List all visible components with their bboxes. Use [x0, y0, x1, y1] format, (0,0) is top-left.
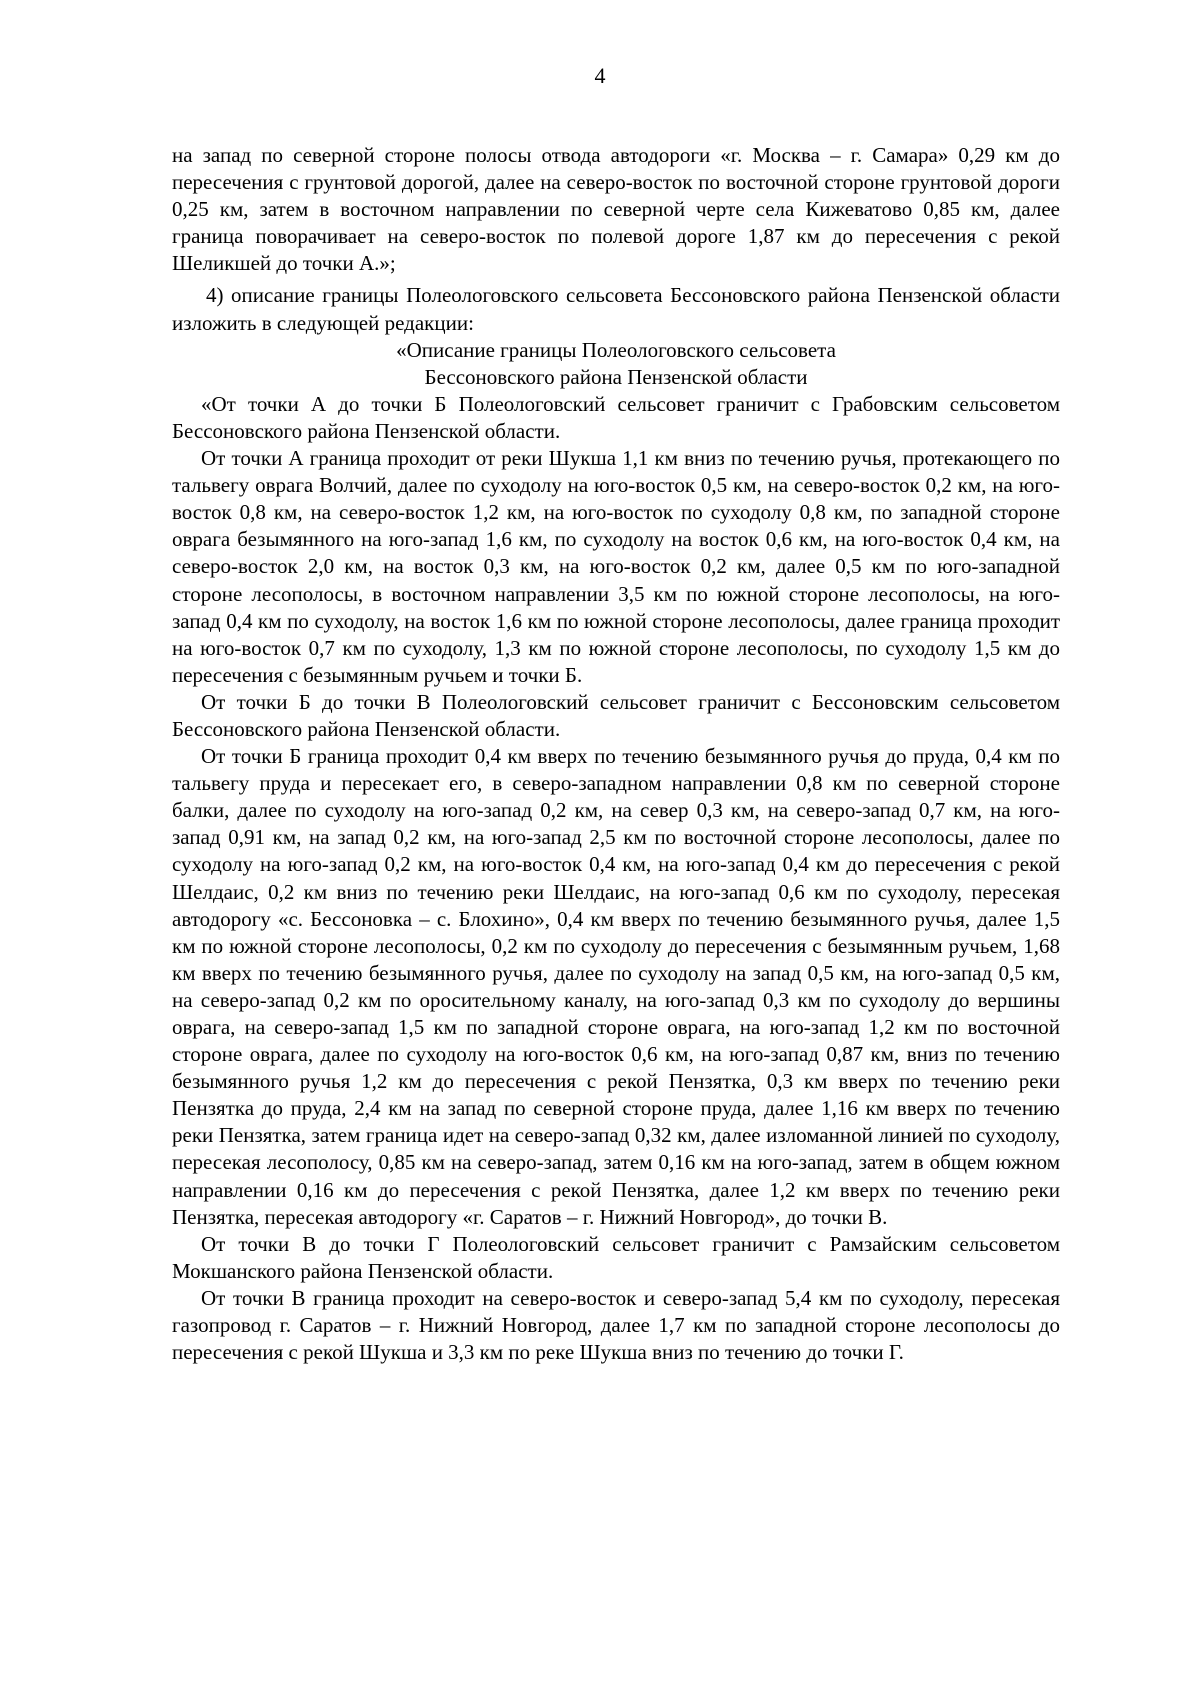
document-body [172, 142, 1060, 1366]
paragraph-b-v-route: От точки Б граница проходит 0,4 км вверх по течению безымянного ручья до пруда, 0,4 км по тальвегу пруда и пересекает его, в северо-западном направлении 0,8 км по северной стороне балки, далее по суходолу на юго-запад 0,2 км, на север 0,3 км, на северо-запад 0,7 км, на юго-запад 0,91 км, на запад 0,2 км, на юго-запад 2,5 км по восточной стороне лесополосы, далее по суходолу на юго-запад 0,2 км, на юго-восток 0,4 км, на юго-запад 0,4 км до пересечения с рекой Шелдаис, 0,2 км вниз по течению реки Шелдаис, на юго-запад 0,6 км по суходолу, пересекая автодорогу «с. Бессоновка – с. Блохино», 0,4 км вверх по течению безымянного ручья, далее 1,5 км по южной стороне лесополосы, 0,2 км по суходолу до пересечения с безымянным ручьем, 1,68 км вверх по течению безымянного ручья, далее по суходолу на запад 0,5 км, на юго-запад 0,5 км, на северо-запад 0,2 км по оросительному каналу, на юго-запад 0,3 км по суходолу до вершины оврага, на северо-запад 1,5 км по западной стороне оврага, на юго-запад 1,2 км по восточной стороне оврага, далее по суходолу на юго-восток 0,6 км, на юго-запад 0,87 км, вниз по течению безымянного ручья 1,2 км до пересечения с рекой Пензятка, 0,3 км вверх по течению реки Пензятка до пруда, 2,4 км на запад по северной стороне пруда, далее 1,16 км вверх по течению реки Пензятка, затем граница идет на северо-запад 0,32 км, далее изломанной линией по суходолу, пересекая лесополосу, 0,85 км на северо-запад, затем 0,16 км на юго-запад, затем в общем южном направлении 0,16 км до пересечения с рекой Пензятка, далее 1,2 км вверх по течению реки Пензятка, пересекая автодорогу «г. Саратов – г. Нижний Новгород», до точки В. [172, 744, 1060, 1229]
paragraph-v-g-neighbor: От точки В до точки Г Полеологовский сельсовет граничит с Рамзайским сельсоветом Мокшанского района Пензенской области. [172, 1231, 1060, 1283]
paragraph-continuation: на запад по северной стороне полосы отвода автодороги «г. Москва – г. Самара» 0,29 км до пересечения с грунтовой дорогой, далее на северо-восток по восточной стороне грунтовой дороги 0,25 км, затем в восточном направлении по северной черте села Кижеватово 0,85 км, далее граница поворачивает на северо-восток по полевой дороге 1,87 км до пересечения с рекой Шеликшей до точки А.»; [172, 143, 1060, 276]
page-number: 4 [594, 63, 606, 88]
paragraph-a-b-neighbor: «От точки А до точки Б Полеологовский сельсовет граничит с Грабовским сельсоветом Бессоновского района Пензенской области. [172, 391, 1060, 443]
paragraph-b-v-neighbor: От точки Б до точки В Полеологовский сельсовет граничит с Бессоновским сельсоветом Бессоновского района Пензенской области. [172, 689, 1060, 741]
paragraph-a-b-route: От точки А граница проходит от реки Шукша 1,1 км вниз по течению ручья, протекающего по тальвегу оврага Волчий, далее по суходолу на юго-восток 0,5 км, на северо-восток 0,2 км, на юго-восток 0,8 км, на северо-восток 1,2 км, на юго-восток по суходолу 0,8 км, по западной стороне оврага безымянного на юго-запад 1,6 км, по суходолу на восток 0,6 км, на юго-восток 0,4 км, на северо-восток 2,0 км, на восток 0,3 км, на юго-восток 0,2 км, далее 0,5 км по юго-западной стороне лесополосы, в восточном направлении 3,5 км по южной стороне лесополосы, на юго-запад 0,4 км по суходолу, на восток 1,6 км по южной стороне лесополосы, далее граница проходит на юго-восток 0,7 км по суходолу, 1,3 км по южной стороне лесополосы, по суходолу 1,5 км до пересечения с безымянным ручьем и точки Б. [172, 446, 1060, 687]
paragraph-v-g-route: От точки В граница проходит на северо-восток и северо-запад 5,4 км по суходолу, пересекая газопровод г. Саратов – г. Нижний Новгород, далее 1,7 км по западной стороне лесополосы до пересечения с рекой Шукша и 3,3 км по реке Шукша вниз по течению до точки Г. [172, 1285, 1060, 1365]
paragraph-item-4: 4) описание границы Полеологовского сельсовета Бессоновского района Пензенской области изложить в следующей редакции: [172, 283, 1060, 335]
section-heading-line-2: Бессоновского района Пензенской области [424, 364, 808, 389]
section-heading-line-1: «Описание границы Полеологовского сельсовета [396, 337, 836, 362]
